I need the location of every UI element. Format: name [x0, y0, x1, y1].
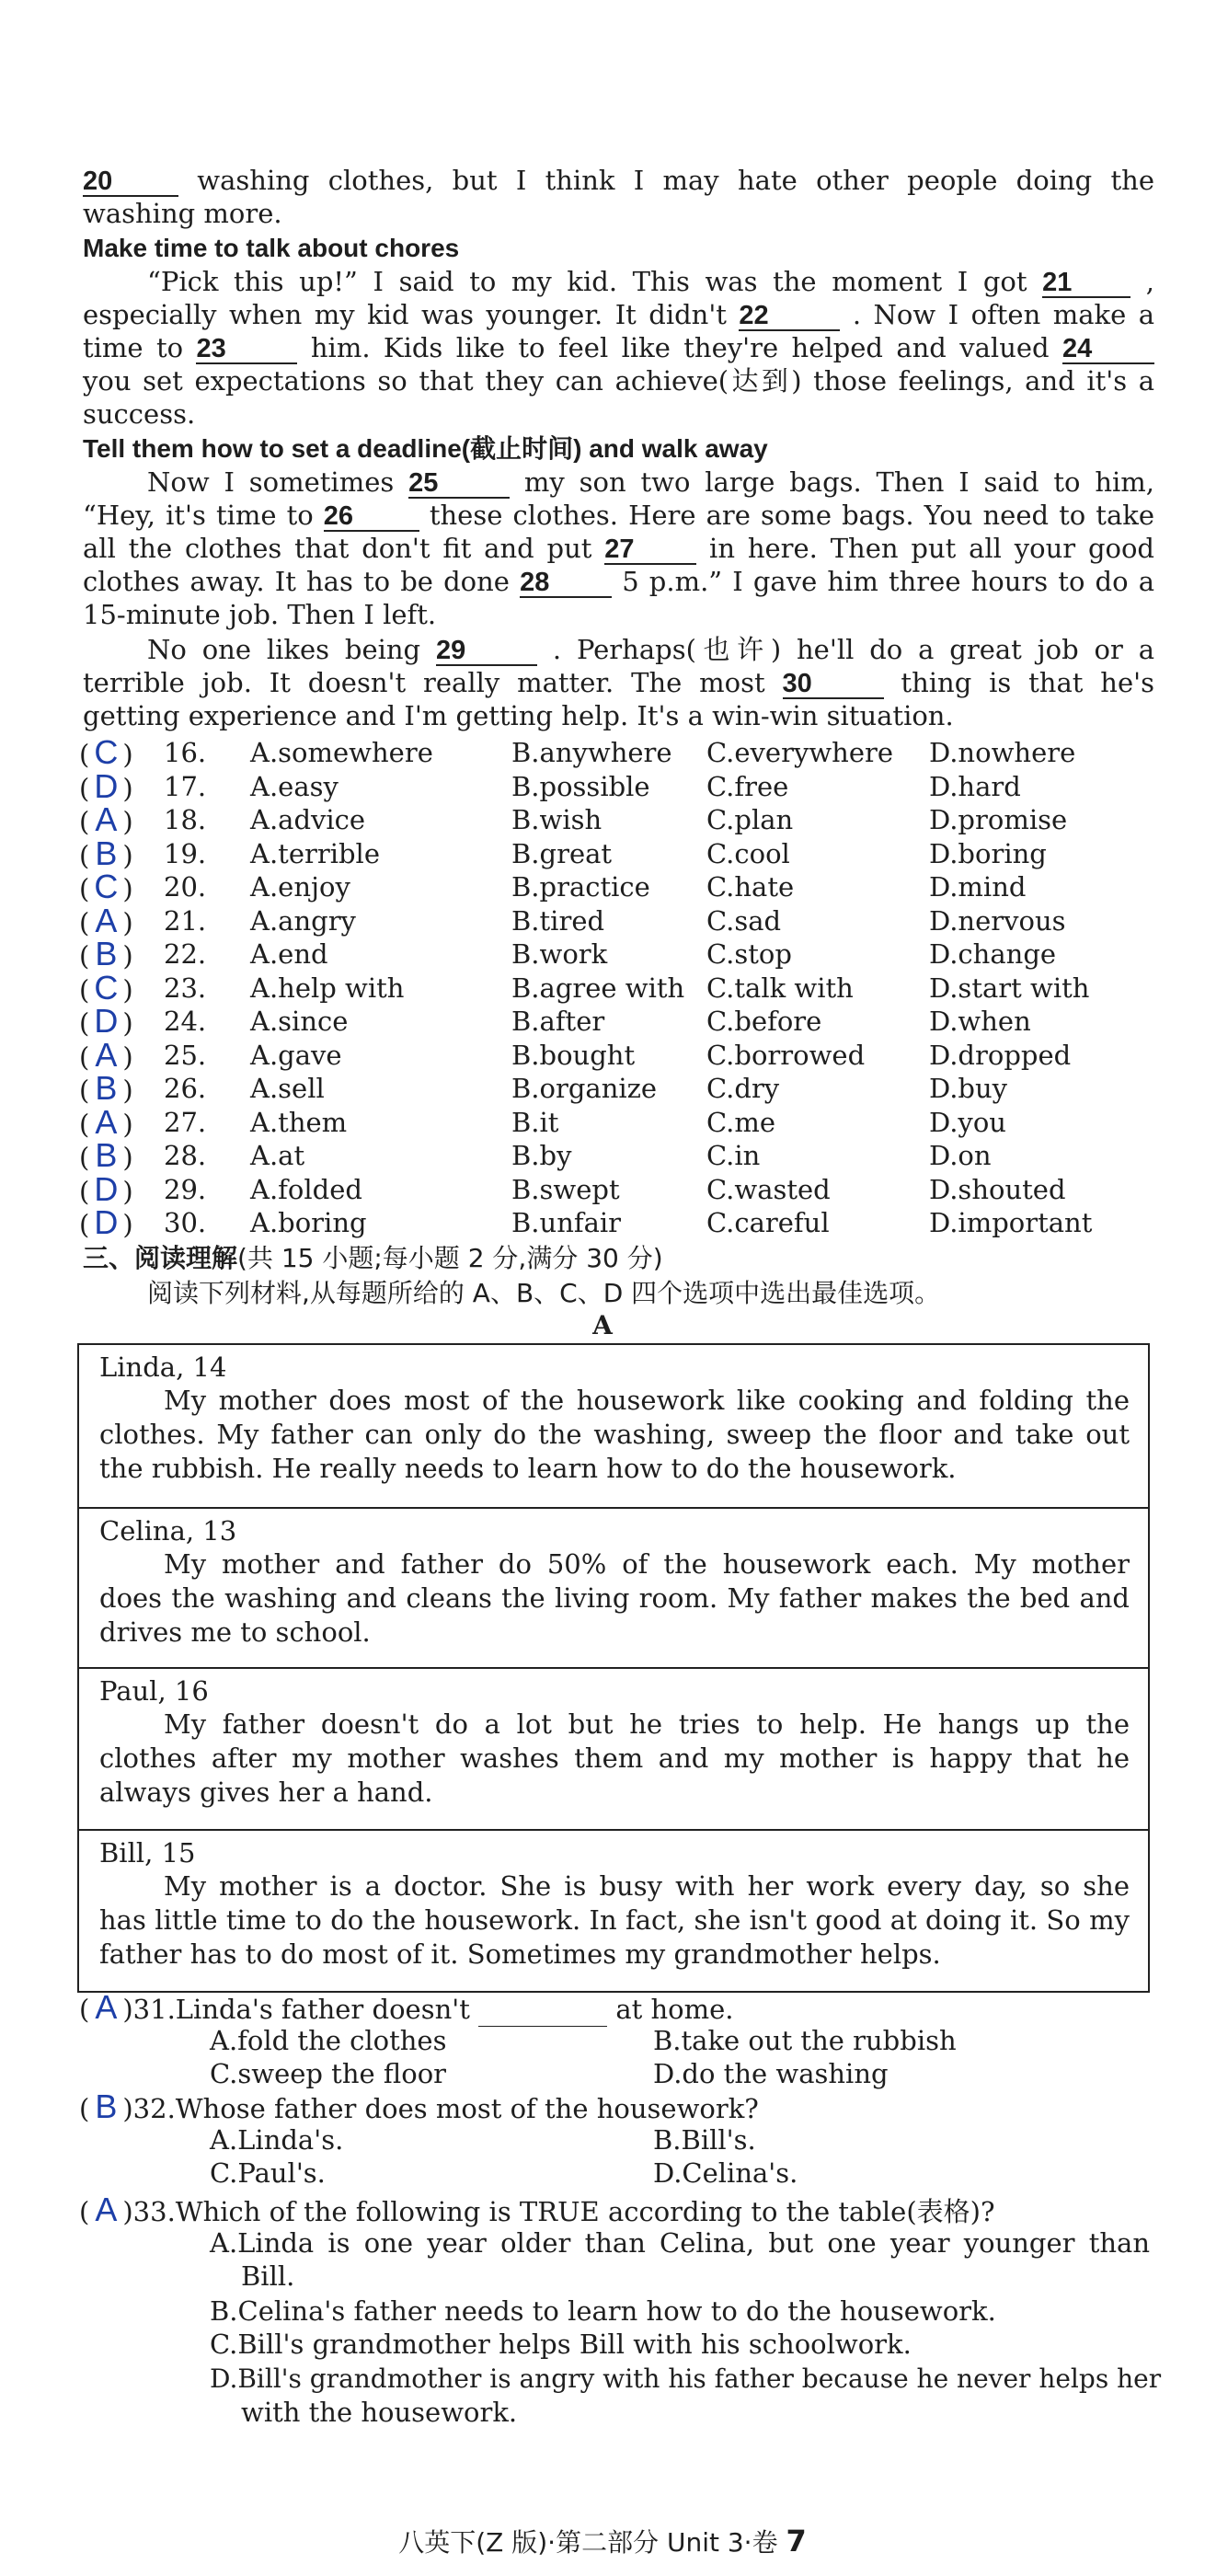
choice-number-text: 25 — [164, 1039, 198, 1071]
choice-option-d: D.hard — [929, 770, 1021, 802]
choice-option-a: A.terrible — [250, 837, 380, 869]
choice-number-text: 20 — [164, 871, 198, 903]
choice-option-b: B.work — [511, 938, 608, 970]
choice-option-c: C.cool — [706, 837, 790, 869]
choice-answer-group: ( D ) — [79, 766, 133, 805]
choice-option-c: C.me — [706, 1106, 776, 1138]
choice-option-b: B.after — [511, 1006, 605, 1037]
row-text-first: My mother does most of the housework like cooking and folding the — [164, 1385, 1130, 1416]
question-stem: Linda's father doesn't — [175, 1994, 479, 2025]
question-33: ( A )33.Which of the following is TRUE according to the table(表格)? — [79, 2191, 995, 2228]
choice-option-b: B.agree with — [511, 972, 685, 1004]
passage-line-q2 — [83, 499, 1154, 532]
page-footer — [0, 2523, 1205, 2559]
passage-text: , — [1130, 266, 1154, 297]
choice-option-c: C.before — [706, 1006, 822, 1037]
option-31b: B.take out the rubbish — [653, 2025, 957, 2056]
passage-line-q5: 15-minute job. Then I left. — [83, 599, 437, 630]
row-text-first: My mother is a doctor. She is busy with her work every day, so she — [164, 1870, 1130, 1902]
question-number: 31 — [132, 1994, 167, 2025]
footer-text: 八英下(Z 版)·第二部分 Unit 3·卷 — [398, 2527, 786, 2558]
choice-answer-group: ( C ) — [79, 968, 133, 1006]
choice-option-b: B.tired — [511, 904, 605, 937]
row-text-rest: does the washing and cleans the living room. My father makes the bed and drives me to school. — [99, 1582, 1130, 1648]
row-text-rest: clothes after my mother washes them and my mother is happy that he always gives her a hand. — [99, 1742, 1130, 1808]
choice-number: 28. — [164, 1140, 207, 1171]
choice-answer: B — [95, 935, 118, 972]
choice-option-a: A.end — [250, 938, 328, 970]
choice-number: 16. — [164, 737, 207, 768]
passage-line-q1 — [83, 466, 1154, 499]
option-32a: A.Linda's. — [210, 2124, 344, 2156]
row-text-rest: clothes. My father can only do the washing, sweep the floor and take out the rubbish. He really needs to learn how to do the housework. — [99, 1419, 1130, 1484]
table-row — [79, 1345, 1148, 1509]
choice-option-a: A.somewhere — [250, 737, 433, 768]
row-text — [99, 1384, 1130, 1486]
passage-text: all the clothes that don't fit and put — [83, 533, 605, 564]
passage-line-p4: you set expectations so that they can achieve(达到) those feelings, and it's a — [83, 365, 1154, 397]
choice-option-c: C.dry — [706, 1073, 780, 1104]
question-stem: at home. — [607, 1994, 734, 2025]
choice-option-b: B.unfair — [511, 1207, 622, 1238]
choice-answer-group: ( D ) — [79, 1203, 133, 1241]
passage-text: him. Kids like to feel like they're helped and valued — [297, 332, 1062, 363]
row-name: Paul, 16 — [99, 1675, 209, 1707]
row-text-first: My father doesn't do a lot but he tries to help. He hangs up the — [164, 1708, 1130, 1740]
row-text — [99, 1869, 1130, 1972]
choice-option-a: A.advice — [250, 804, 366, 835]
blank-21: 21 — [1042, 269, 1130, 298]
choice-row-17 — [79, 766, 1155, 805]
choice-option-b: B.swept — [511, 1173, 620, 1205]
blank-23: 23 — [196, 335, 297, 364]
choice-option-d: D.buy — [929, 1073, 1008, 1104]
option-31c: C.sweep the floor — [210, 2058, 447, 2089]
choice-option-d: D.important — [929, 1207, 1093, 1238]
answer-32: B — [95, 2087, 118, 2125]
option-32b: B.Bill's. — [653, 2124, 756, 2156]
choice-option-c: C.sad — [706, 904, 782, 937]
choice-number-text: 16 — [164, 737, 198, 768]
choice-option-c: C.careful — [706, 1207, 830, 1238]
choice-option-b: B.by — [511, 1140, 572, 1171]
choice-option-b: B.it — [511, 1106, 559, 1138]
choice-option-c: C.everywhere — [706, 737, 894, 768]
choice-row-20 — [79, 870, 1155, 905]
table-row — [79, 1509, 1148, 1669]
passage-text: “Hey, it's time to — [83, 500, 324, 531]
choice-option-b: B.bought — [511, 1039, 636, 1071]
choice-number: 24. — [164, 1006, 207, 1037]
choice-answer-group: ( C ) — [79, 733, 133, 771]
row-text — [99, 1547, 1130, 1650]
passage-line-2: washing more. — [83, 198, 282, 229]
choice-number-text: 18 — [164, 804, 198, 835]
option-31a: A.fold the clothes — [210, 2025, 447, 2056]
choice-option-c: C.in — [706, 1140, 761, 1171]
choice-number: 29. — [164, 1173, 207, 1205]
row-text-rest: has little time to do the housework. In fact, she isn't good at doing it. So my father has to do most of it. Sometimes my grandmother helps. — [99, 1904, 1130, 1970]
passage-text: Now I sometimes — [147, 466, 409, 498]
choice-option-d: D.boring — [929, 837, 1047, 869]
choice-number-text: 27 — [164, 1106, 198, 1138]
choice-answer: D — [94, 1203, 119, 1241]
choice-number: 22. — [164, 938, 207, 970]
choice-number: 26. — [164, 1073, 207, 1104]
choice-option-a: A.enjoy — [250, 871, 350, 903]
choice-option-c: C.borrowed — [706, 1039, 866, 1071]
option-33c: C.Bill's grandmother helps Bill with his schoolwork. — [210, 2329, 912, 2360]
row-name: Bill, 15 — [99, 1837, 196, 1869]
choice-option-a: A.them — [250, 1106, 348, 1138]
option-31d: D.do the washing — [653, 2058, 889, 2089]
choice-number-text: 30 — [164, 1207, 198, 1238]
passage-line-1 — [83, 164, 1154, 197]
choice-answer-group: ( A ) — [79, 800, 133, 838]
choice-option-b: B.great — [511, 837, 613, 869]
choice-row-28 — [79, 1136, 1155, 1174]
choice-option-b: B.possible — [511, 770, 650, 802]
choice-option-d: D.you — [929, 1106, 1006, 1138]
question-number: 33 — [132, 2196, 167, 2227]
choice-number-text: 28 — [164, 1140, 198, 1171]
option-33a: A.Linda is one year older than Celina, but one year younger than — [210, 2227, 1150, 2259]
choice-option-d: D.mind — [929, 871, 1027, 903]
choice-option-d: D.nervous — [929, 904, 1066, 937]
answer-31: A — [95, 1988, 118, 2026]
choice-number-text: 21 — [164, 904, 198, 937]
choice-answer-group: ( D ) — [79, 1002, 133, 1040]
question-stem: Which of the following is TRUE according to the table(表格)? — [175, 2196, 995, 2227]
choice-number: 19. — [164, 837, 207, 869]
blank-26: 26 — [324, 502, 419, 532]
blank-24: 24 — [1062, 335, 1154, 364]
table-row — [79, 1831, 1148, 1991]
choice-answer: C — [94, 968, 119, 1006]
choice-answer-group: ( C ) — [79, 868, 133, 905]
choice-answer-group: ( A ) — [79, 1102, 133, 1141]
choice-option-a: A.easy — [250, 770, 339, 802]
passage-line-p2 — [83, 298, 1154, 331]
choice-option-d: D.change — [929, 938, 1057, 970]
row-name: Linda, 14 — [99, 1351, 227, 1383]
choice-option-d: D.dropped — [929, 1039, 1072, 1071]
choice-answer-group: ( B ) — [79, 1069, 133, 1107]
blank-22: 22 — [739, 302, 840, 331]
choice-answer-group: ( B ) — [79, 1136, 133, 1174]
choice-number-text: 23 — [164, 972, 198, 1004]
choice-option-c: C.plan — [706, 804, 794, 835]
choice-row-30 — [79, 1203, 1155, 1241]
choice-row-21 — [79, 901, 1155, 939]
choice-option-d: D.nowhere — [929, 737, 1076, 768]
choice-answer: A — [95, 800, 118, 838]
choice-row-26 — [79, 1069, 1155, 1107]
choice-option-b: B.anywhere — [511, 737, 672, 768]
passage-text: washing clothes, but I think I may hate other people doing the — [178, 165, 1154, 196]
choice-row-25 — [79, 1035, 1155, 1074]
page-number: 7 — [786, 2524, 807, 2559]
passage-text: thing is that he's — [883, 667, 1154, 698]
choice-answer: B — [95, 1069, 118, 1107]
choice-answer: A — [95, 901, 118, 939]
passage-line-r2 — [83, 666, 1154, 699]
option-32c: C.Paul's. — [210, 2157, 326, 2189]
choice-option-c: C.hate — [706, 871, 795, 903]
choice-answer-group: ( B ) — [79, 935, 133, 972]
choice-answer: D — [94, 1002, 119, 1040]
row-name: Celina, 13 — [99, 1515, 237, 1547]
passage-text: “Pick this up!” I said to my kid. This was the moment I got — [147, 266, 1043, 297]
question-31: ( A )31.Linda's father doesn't at home. — [79, 1988, 734, 2026]
passage-text: especially when my kid was younger. It didn't — [83, 299, 740, 330]
choice-row-23 — [79, 968, 1155, 1006]
choice-answer: D — [94, 1169, 119, 1208]
choice-number: 20. — [164, 871, 207, 903]
passage-text: . Perhaps(也许) he'll do a great job or a — [537, 634, 1155, 665]
choice-option-a: A.folded — [250, 1173, 362, 1205]
choice-number-text: 22 — [164, 938, 198, 970]
choice-option-a: A.at — [250, 1140, 305, 1171]
blank-28: 28 — [520, 569, 612, 598]
choice-number: 18. — [164, 804, 207, 835]
blank-20: 20 — [83, 167, 178, 197]
section3-title — [83, 1242, 663, 1275]
blank-29: 29 — [436, 637, 537, 666]
choice-row-18 — [79, 800, 1155, 838]
answer-blank — [478, 1993, 607, 2027]
option-33b: B.Celina's father needs to learn how to do the housework. — [210, 2295, 996, 2327]
choice-answer: B — [95, 834, 118, 872]
question-32: ( B )32.Whose father does most of the housework? — [79, 2087, 759, 2125]
section3-title-rest: (共 15 小题;每小题 2 分,满分 30 分) — [237, 1243, 663, 1273]
choice-answer: A — [95, 1102, 118, 1141]
choice-number: 17. — [164, 770, 207, 802]
choice-answer-group: ( B ) — [79, 834, 133, 872]
answer-33: A — [95, 2191, 118, 2228]
choice-option-c: C.wasted — [706, 1173, 831, 1205]
choice-option-b: B.organize — [511, 1073, 658, 1104]
passage-text: my son two large bags. Then I said to him, — [510, 466, 1154, 498]
choice-option-b: B.practice — [511, 871, 650, 903]
choice-option-d: D.promise — [929, 804, 1068, 835]
choice-option-a: A.since — [250, 1006, 349, 1037]
blank-30: 30 — [783, 670, 884, 699]
passage-line-q3 — [83, 532, 1154, 565]
passage-text: . Now I often make a — [840, 299, 1154, 330]
choice-row-27 — [79, 1102, 1155, 1141]
choice-answer-group: ( D ) — [79, 1169, 133, 1208]
choice-answer: C — [94, 733, 119, 771]
choice-option-d: D.shouted — [929, 1173, 1066, 1205]
choice-option-a: A.help with — [250, 972, 405, 1004]
choice-option-a: A.sell — [250, 1073, 325, 1104]
choice-option-d: D.on — [929, 1140, 992, 1171]
choice-option-a: A.gave — [250, 1039, 342, 1071]
choice-number: 23. — [164, 972, 207, 1004]
passage-text: clothes away. It has to be done — [83, 566, 521, 597]
choice-number: 25. — [164, 1039, 207, 1071]
choice-row-19 — [79, 834, 1155, 872]
passage-text: time to — [83, 332, 197, 363]
choice-number-text: 29 — [164, 1173, 198, 1205]
question-number: 32 — [132, 2093, 167, 2124]
section3-instruction: 阅读下列材料,从每题所给的 A、B、C、D 四个选项中选出最佳选项。 — [147, 1278, 941, 1308]
choice-answer-group: ( A ) — [79, 901, 133, 939]
passage-text: in here. Then put all your good — [696, 533, 1154, 564]
option-33d: D.Bill's grandmother is angry with his father because he never helps her — [210, 2363, 1162, 2394]
choice-number-text: 17 — [164, 770, 198, 802]
table-row — [79, 1669, 1148, 1831]
choice-option-d: D.when — [929, 1006, 1031, 1037]
choice-option-a: A.angry — [250, 904, 356, 937]
passage-line-r1 — [83, 633, 1154, 666]
choice-option-c: C.free — [706, 770, 789, 802]
choice-answer: B — [95, 1136, 118, 1174]
section3-title-bold: 三、阅读理解 — [83, 1243, 238, 1273]
choice-answer: C — [94, 868, 119, 905]
passage-line-p3 — [83, 331, 1154, 364]
choice-option-b: B.wish — [511, 804, 602, 835]
choice-option-d: D.start with — [929, 972, 1090, 1004]
passage-text: 5 p.m.” I gave him three hours to do a — [612, 566, 1154, 597]
choice-row-29 — [79, 1169, 1155, 1208]
choice-number: 27. — [164, 1106, 207, 1138]
choice-option-c: C.stop — [706, 938, 792, 970]
passage-line-r3: getting experience and I'm getting help. It's a win-win situation. — [83, 700, 954, 731]
choice-number-text: 19 — [164, 837, 198, 869]
choice-number-text: 26 — [164, 1073, 198, 1104]
choice-row-24 — [79, 1002, 1155, 1040]
heading-talk-chores: Make time to talk about chores — [83, 234, 460, 262]
passage-line-q4 — [83, 565, 1154, 598]
choice-option-c: C.talk with — [706, 972, 854, 1004]
choice-answer: D — [94, 766, 119, 805]
reading-table — [77, 1343, 1150, 1993]
blank-25: 25 — [408, 469, 510, 499]
choice-number: 30. — [164, 1207, 207, 1238]
choice-number: 21. — [164, 904, 207, 937]
passage-text: terrible job. It doesn't really matter. The most — [83, 667, 783, 698]
choice-option-a: A.boring — [250, 1207, 367, 1238]
choice-row-16 — [79, 733, 1155, 771]
choice-answer-group: ( A ) — [79, 1035, 133, 1074]
question-stem: Whose father does most of the housework? — [175, 2093, 759, 2124]
row-text-first: My mother and father do 50% of the housework each. My mother — [164, 1548, 1130, 1580]
option-32d: D.Celina's. — [653, 2157, 798, 2189]
passage-line-p5: success. — [83, 398, 196, 430]
option-33d-cont: with the housework. — [241, 2397, 518, 2428]
passage-text: No one likes being — [147, 634, 436, 665]
choice-row-22 — [79, 937, 1155, 972]
option-33a-cont: Bill. — [241, 2260, 295, 2292]
choice-number-text: 24 — [164, 1006, 198, 1037]
row-text — [99, 1708, 1130, 1810]
blank-27: 27 — [604, 535, 696, 565]
passage-text: these clothes. Here are some bags. You need to take — [419, 500, 1154, 531]
part-label: A — [592, 1310, 613, 1340]
heading-deadline: Tell them how to set a deadline(截止时间) and walk away — [83, 434, 768, 463]
choice-answer: A — [95, 1035, 118, 1074]
passage-line-p1 — [83, 265, 1154, 298]
